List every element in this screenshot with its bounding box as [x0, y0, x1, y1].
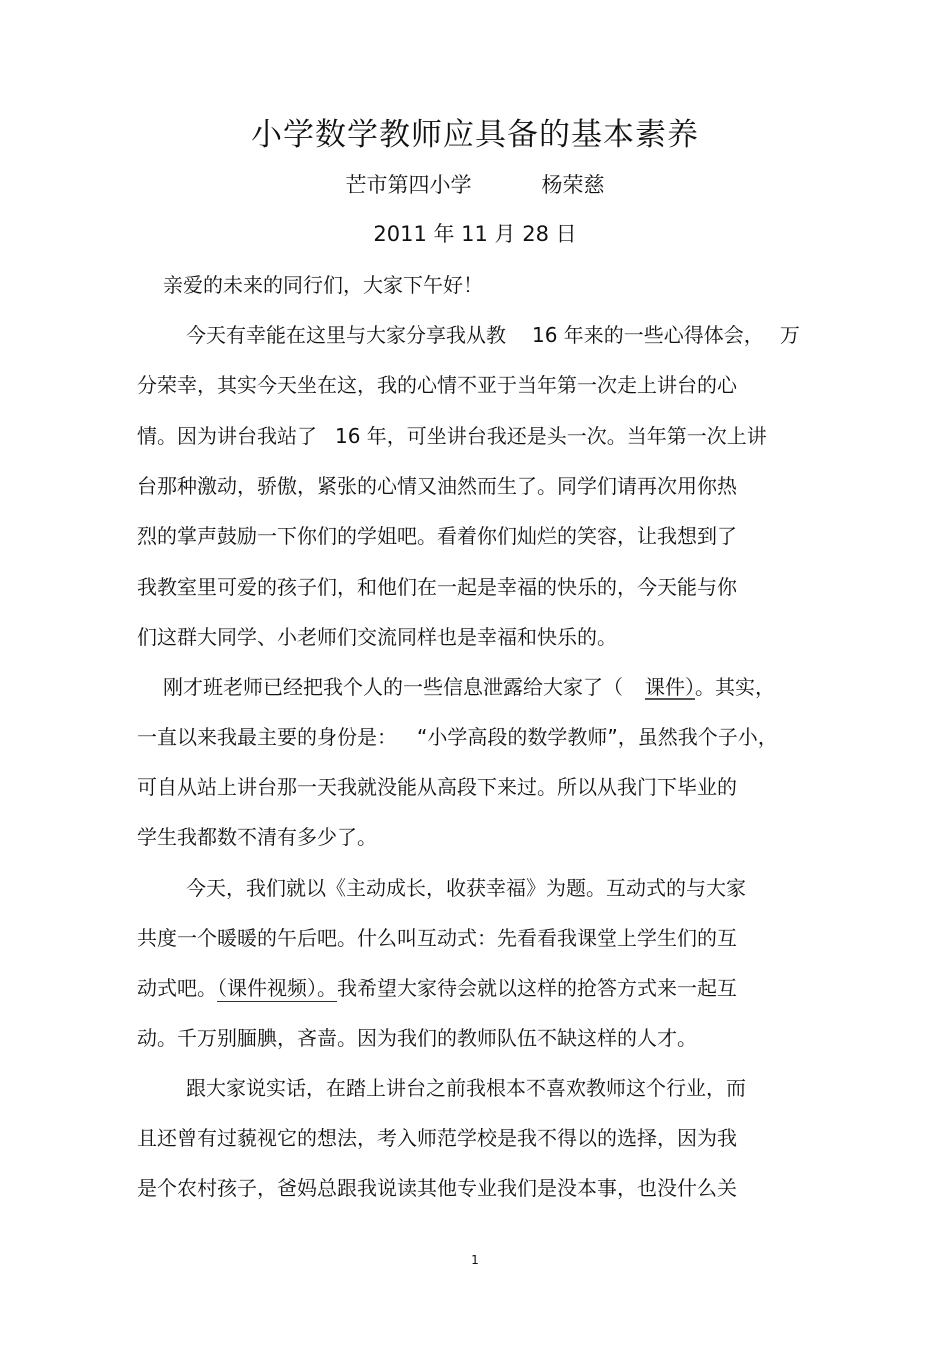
- text-run: 我希望大家待会就以这样的抢答方式来一起互: [337, 976, 737, 1000]
- paragraph-1-line-5: 烈的掌声鼓励一下你们的学姐吧。看着你们灿烂的笑容，让我想到了: [137, 524, 737, 548]
- text-run: 16 年来的一些心得体会，: [532, 323, 764, 347]
- paragraph-3-line-2: 共度一个暖暖的午后吧。什么叫互动式：先看看我课堂上学生们的互: [137, 926, 737, 950]
- courseware-ref: 课件）: [645, 675, 695, 699]
- page-number: 1: [471, 1253, 479, 1267]
- video-link[interactable]: （课件视频）。: [217, 976, 337, 1000]
- text-run: 情。因为讲台我站了: [137, 424, 317, 448]
- byline: [0, 168, 950, 202]
- text-run: 万: [779, 323, 800, 347]
- paragraph-2-line-4: 学生我都数不清有多少了。: [137, 825, 377, 849]
- document-title: 小学数学教师应具备的基本素养: [251, 117, 699, 153]
- paragraph-3-line-1: 今天，我们就以《主动成长，收获幸福》为题。互动式的与大家: [186, 876, 746, 900]
- text-run: 16 年，可坐讲台我还是头一次。当年第一次上讲: [335, 424, 767, 448]
- paragraph-2-line-1: [163, 670, 775, 704]
- paragraph-1-line-4: 台那种激动，骄傲，紧张的心情又油然而生了。同学们请再次用你热: [137, 474, 737, 498]
- text-run: 动式吧。: [137, 976, 217, 1000]
- paragraph-4-line-1: 跟大家说实话，在踏上讲台之前我根本不喜欢教师这个行业，而: [186, 1076, 746, 1100]
- author-school: 芒市第四小学: [345, 173, 472, 197]
- text-run: 一直以来我最主要的身份是：: [137, 725, 397, 749]
- paragraph-4-line-2: 且还曾有过藐视它的想法，考入师范学校是我不得以的选择，因为我: [137, 1126, 737, 1150]
- paragraph-3-line-4: 动。千万别腼腆，吝啬。因为我们的教师队伍不缺这样的人才。: [137, 1026, 697, 1050]
- text-run: 。其实，: [695, 675, 775, 699]
- paragraph-4-line-3: 是个农村孩子，爸妈总跟我说读其他专业我们是没本事，也没什么关: [137, 1176, 737, 1200]
- paragraph-2-line-3: 可自从站上讲台那一天我就没能从高段下来过。所以从我门下毕业的: [137, 775, 737, 799]
- paragraph-1-line-2: 分荣幸，其实今天坐在这，我的心情不亚于当年第一次走上讲台的心: [137, 373, 737, 397]
- paragraph-1-line-7: 们这群大同学、小老师们交流同样也是幸福和快乐的。: [137, 625, 617, 649]
- paragraph-1-line-3: [137, 419, 767, 453]
- text-run: 刚才班老师已经把我个人的一些信息泄露给大家了（: [163, 675, 623, 699]
- text-run: 今天有幸能在这里与大家分享我从教: [186, 323, 506, 347]
- paragraph-3-line-3: [137, 971, 737, 1005]
- text-run: “小学高段的数学教师”，虽然我个子小，: [417, 725, 778, 749]
- greeting: 亲爱的未来的同行们，大家下午好！: [163, 273, 483, 297]
- author-name: 杨荣慈: [541, 173, 605, 197]
- paragraph-2-line-2: [137, 720, 778, 754]
- paragraph-1-line-1: [186, 318, 800, 352]
- document-date: 2011 年 11 月 28 日: [373, 222, 577, 246]
- paragraph-1-line-6: 我教室里可爱的孩子们，和他们在一起是幸福的快乐的，今天能与你: [137, 575, 737, 599]
